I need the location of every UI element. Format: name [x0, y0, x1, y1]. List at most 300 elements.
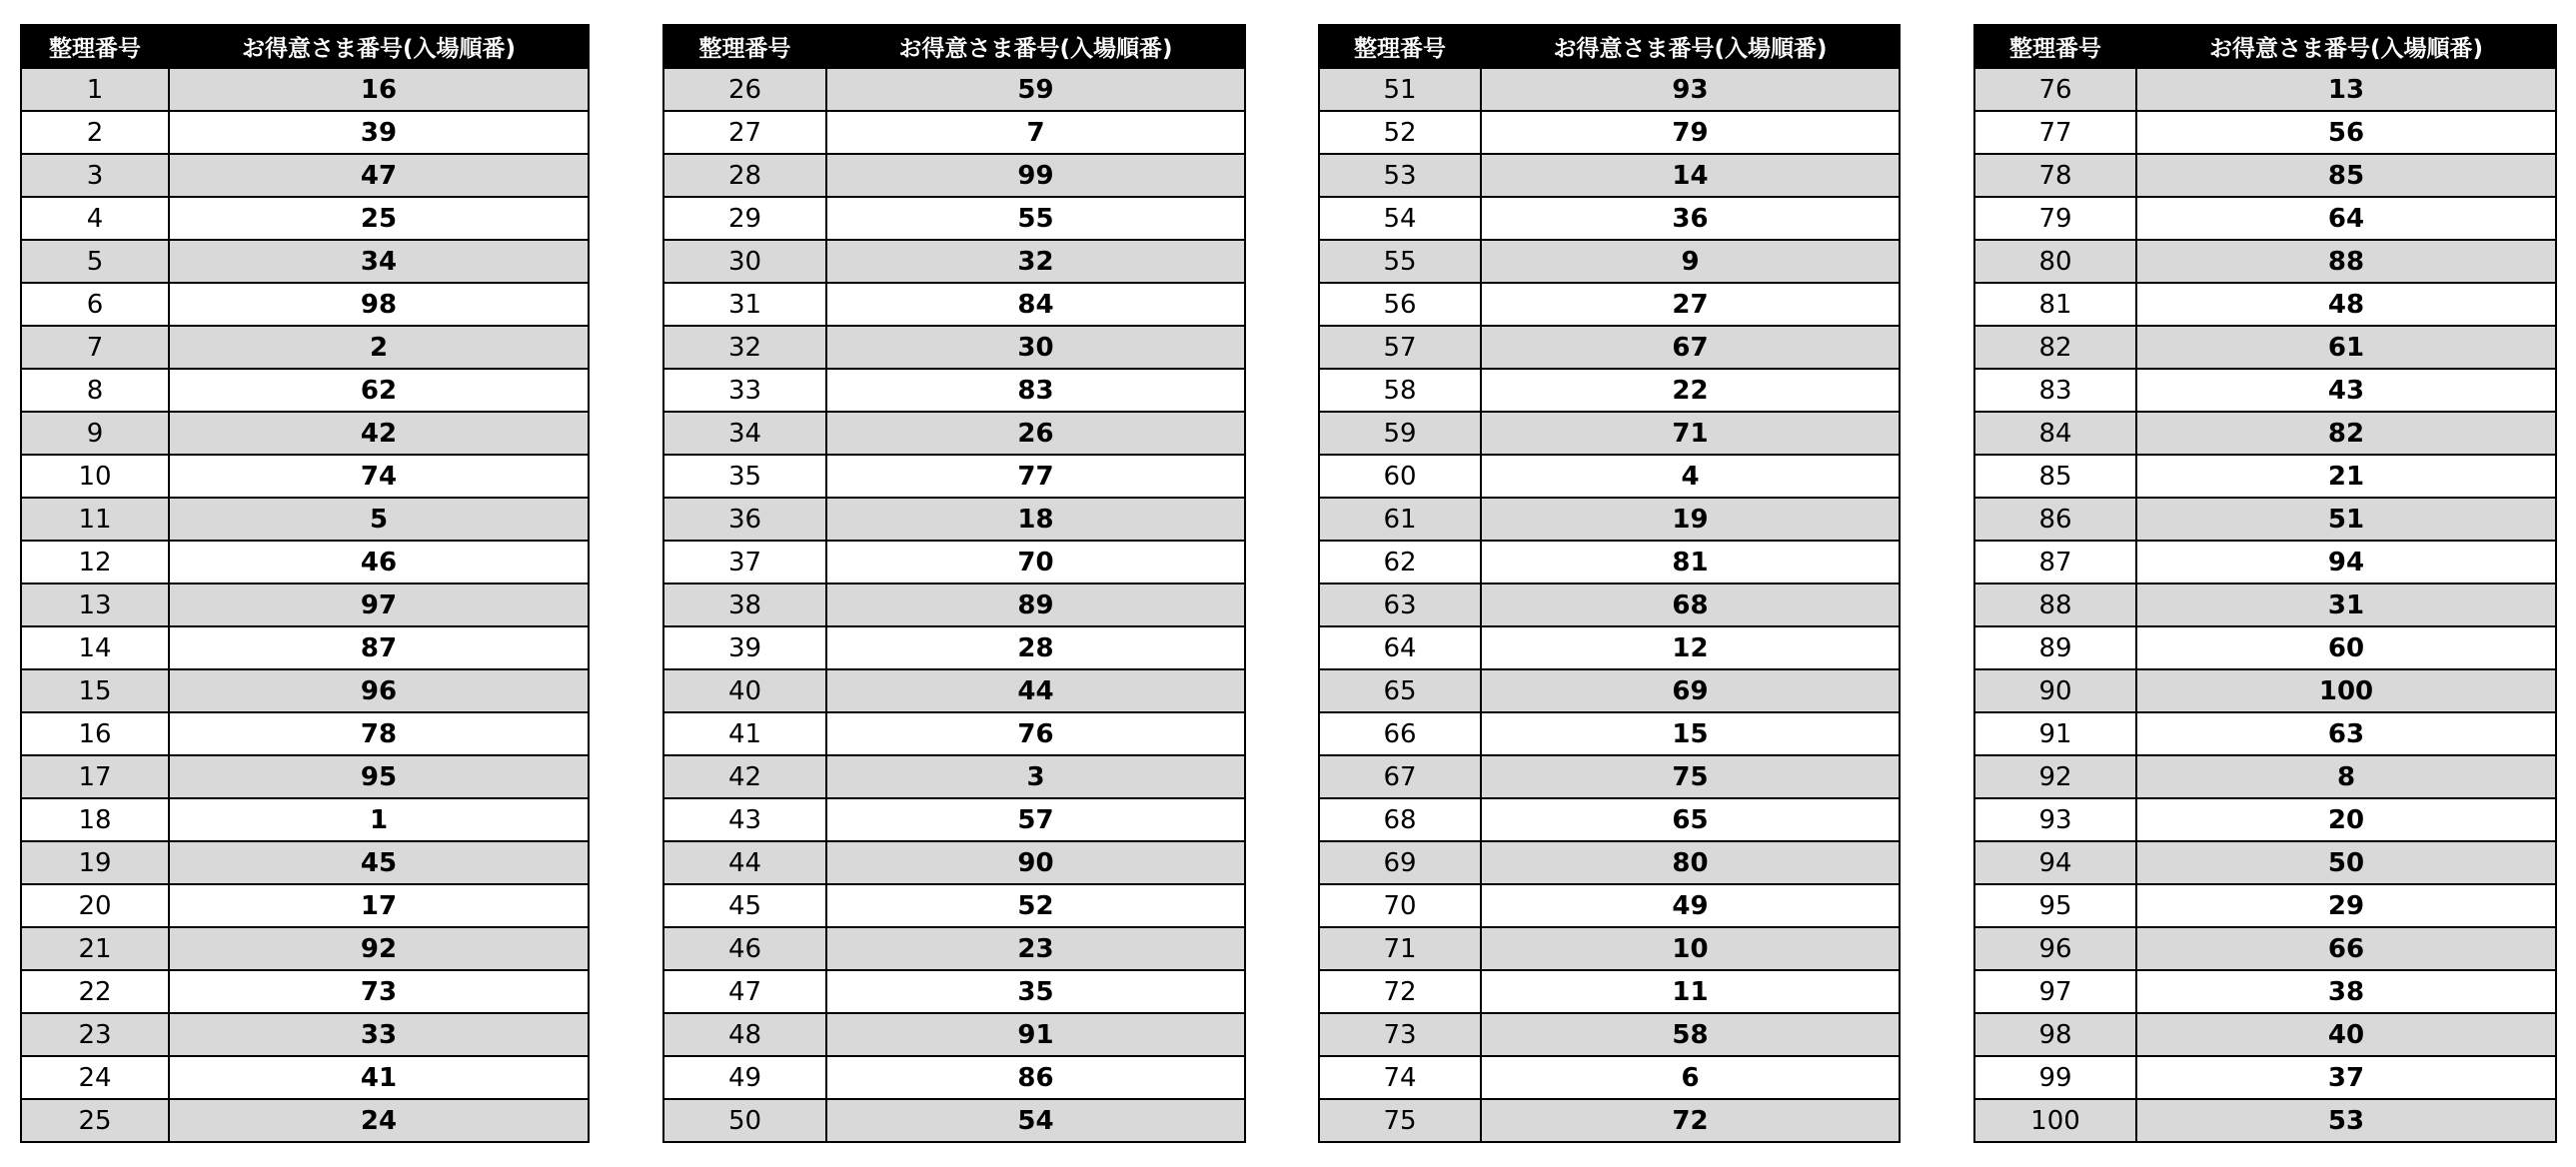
table-row: [21, 626, 589, 669]
seiri-number-cell: 70: [1319, 884, 1481, 927]
table-row: [663, 884, 1245, 927]
seiri-number-cell: 18: [21, 798, 169, 841]
seiri-number-cell: 32: [663, 326, 826, 369]
customer-number-cell: 71: [1481, 412, 1900, 455]
table-row: [21, 498, 589, 541]
table-row: [663, 755, 1245, 798]
customer-number-cell: 73: [169, 970, 589, 1013]
seiri-number-cell: 60: [1319, 455, 1481, 498]
table-row: [1319, 1099, 1900, 1142]
seiri-number-cell: 31: [663, 283, 826, 326]
customer-number-cell: 12: [1481, 626, 1900, 669]
table-row: [663, 369, 1245, 412]
table-row: [21, 1056, 589, 1099]
customer-number-cell: 6: [1481, 1056, 1900, 1099]
table-row: [663, 798, 1245, 841]
customer-number-cell: 100: [2136, 669, 2556, 712]
seiri-number-cell: 41: [663, 712, 826, 755]
number-table-3: [1318, 24, 1901, 1143]
seiri-number-cell: 37: [663, 541, 826, 584]
customer-number-cell: 42: [169, 412, 589, 455]
table-row: [1974, 755, 2556, 798]
customer-number-cell: 49: [1481, 884, 1900, 927]
table-row: [1974, 712, 2556, 755]
seiri-number-cell: 91: [1974, 712, 2136, 755]
table-row: [663, 498, 1245, 541]
table-row: [1974, 326, 2556, 369]
seiri-number-cell: 48: [663, 1013, 826, 1056]
table-row: [1319, 798, 1900, 841]
customer-number-cell: 86: [826, 1056, 1245, 1099]
header-row: [663, 25, 1245, 68]
table-row: [21, 669, 589, 712]
table-row: [21, 798, 589, 841]
table-row: [21, 326, 589, 369]
customer-number-cell: 63: [2136, 712, 2556, 755]
seiri-number-cell: 86: [1974, 498, 2136, 541]
customer-number-cell: 74: [169, 455, 589, 498]
table-row: [21, 712, 589, 755]
table-row: [1319, 927, 1900, 970]
seiri-number-cell: 69: [1319, 841, 1481, 884]
seiri-number-cell: 84: [1974, 412, 2136, 455]
seiri-number-cell: 10: [21, 455, 169, 498]
table-row: [1319, 626, 1900, 669]
seiri-number-cell: 27: [663, 111, 826, 154]
table-row: [21, 970, 589, 1013]
header-row: [1319, 25, 1900, 68]
customer-number-cell: 72: [1481, 1099, 1900, 1142]
number-table-1: [20, 24, 590, 1143]
seiri-number-cell: 51: [1319, 68, 1481, 111]
customer-number-cell: 8: [2136, 755, 2556, 798]
table-row: [663, 111, 1245, 154]
table-row: [1319, 240, 1900, 283]
table-row: [1974, 1099, 2556, 1142]
seiri-number-cell: 44: [663, 841, 826, 884]
customer-number-cell: 59: [826, 68, 1245, 111]
seiri-number-cell: 80: [1974, 240, 2136, 283]
seiri-number-cell: 99: [1974, 1056, 2136, 1099]
customer-number-cell: 92: [169, 927, 589, 970]
seiri-number-cell: 78: [1974, 154, 2136, 197]
seiri-number-cell: 56: [1319, 283, 1481, 326]
header-customer-number: お得意さま番号(入場順番): [1481, 25, 1900, 68]
table-row: [1319, 111, 1900, 154]
seiri-number-cell: 45: [663, 884, 826, 927]
customer-number-cell: 97: [169, 584, 589, 626]
customer-number-cell: 29: [2136, 884, 2556, 927]
customer-number-cell: 85: [2136, 154, 2556, 197]
customer-number-cell: 83: [826, 369, 1245, 412]
table-row: [663, 455, 1245, 498]
seiri-number-cell: 68: [1319, 798, 1481, 841]
customer-number-cell: 60: [2136, 626, 2556, 669]
table-row: [1974, 498, 2556, 541]
table-row: [1319, 455, 1900, 498]
table-row: [21, 541, 589, 584]
customer-number-cell: 37: [2136, 1056, 2556, 1099]
table-row: [1974, 927, 2556, 970]
seiri-number-cell: 95: [1974, 884, 2136, 927]
seiri-number-cell: 90: [1974, 669, 2136, 712]
table-row: [1319, 584, 1900, 626]
seiri-number-cell: 11: [21, 498, 169, 541]
customer-number-cell: 69: [1481, 669, 1900, 712]
table-row: [1974, 283, 2556, 326]
seiri-number-cell: 29: [663, 197, 826, 240]
seiri-number-cell: 66: [1319, 712, 1481, 755]
customer-number-cell: 81: [1481, 541, 1900, 584]
table-row: [1319, 755, 1900, 798]
table-row: [1319, 326, 1900, 369]
seiri-number-cell: 100: [1974, 1099, 2136, 1142]
customer-number-cell: 16: [169, 68, 589, 111]
table-row: [1319, 283, 1900, 326]
customer-number-cell: 66: [2136, 927, 2556, 970]
seiri-number-cell: 23: [21, 1013, 169, 1056]
table-row: [1974, 68, 2556, 111]
customer-number-cell: 31: [2136, 584, 2556, 626]
seiri-number-cell: 83: [1974, 369, 2136, 412]
customer-number-cell: 56: [2136, 111, 2556, 154]
table-row: [1319, 154, 1900, 197]
header-seiri-number: 整理番号: [663, 25, 826, 68]
seiri-number-cell: 4: [21, 197, 169, 240]
seiri-number-cell: 34: [663, 412, 826, 455]
table-row: [1974, 669, 2556, 712]
table-row: [1974, 154, 2556, 197]
table-row: [21, 927, 589, 970]
customer-number-cell: 76: [826, 712, 1245, 755]
customer-number-cell: 17: [169, 884, 589, 927]
table-row: [663, 712, 1245, 755]
customer-number-cell: 53: [2136, 1099, 2556, 1142]
seiri-number-cell: 49: [663, 1056, 826, 1099]
customer-number-cell: 98: [169, 283, 589, 326]
customer-number-cell: 65: [1481, 798, 1900, 841]
table-row: [663, 240, 1245, 283]
table-row: [21, 154, 589, 197]
customer-number-cell: 96: [169, 669, 589, 712]
seiri-number-cell: 26: [663, 68, 826, 111]
customer-number-cell: 77: [826, 455, 1245, 498]
table-row: [1974, 455, 2556, 498]
customer-number-cell: 95: [169, 755, 589, 798]
seiri-number-cell: 75: [1319, 1099, 1481, 1142]
customer-number-cell: 82: [2136, 412, 2556, 455]
seiri-number-cell: 14: [21, 626, 169, 669]
table-row: [1319, 970, 1900, 1013]
customer-number-cell: 57: [826, 798, 1245, 841]
table-row: [21, 1013, 589, 1056]
seiri-number-cell: 52: [1319, 111, 1481, 154]
table-row: [21, 584, 589, 626]
customer-number-cell: 50: [2136, 841, 2556, 884]
seiri-number-cell: 89: [1974, 626, 2136, 669]
customer-number-cell: 23: [826, 927, 1245, 970]
customer-number-cell: 14: [1481, 154, 1900, 197]
header-row: [21, 25, 589, 68]
table-row: [663, 1056, 1245, 1099]
customer-number-cell: 15: [1481, 712, 1900, 755]
table-row: [1974, 798, 2556, 841]
seiri-number-cell: 77: [1974, 111, 2136, 154]
customer-number-cell: 20: [2136, 798, 2556, 841]
table-row: [663, 927, 1245, 970]
customer-number-cell: 19: [1481, 498, 1900, 541]
table-row: [663, 1099, 1245, 1142]
customer-number-cell: 22: [1481, 369, 1900, 412]
table-row: [1974, 884, 2556, 927]
table-row: [663, 669, 1245, 712]
customer-number-cell: 21: [2136, 455, 2556, 498]
seiri-number-cell: 81: [1974, 283, 2136, 326]
table-row: [21, 111, 589, 154]
table-row: [1319, 197, 1900, 240]
table-row: [21, 197, 589, 240]
table-row: [1974, 541, 2556, 584]
seiri-number-cell: 13: [21, 584, 169, 626]
seiri-number-cell: 61: [1319, 498, 1481, 541]
table-row: [1974, 369, 2556, 412]
table-row: [663, 626, 1245, 669]
customer-number-cell: 18: [826, 498, 1245, 541]
seiri-number-cell: 53: [1319, 154, 1481, 197]
seiri-number-cell: 67: [1319, 755, 1481, 798]
customer-number-cell: 41: [169, 1056, 589, 1099]
table-row: [1974, 1056, 2556, 1099]
customer-number-cell: 51: [2136, 498, 2556, 541]
table-row: [1319, 68, 1900, 111]
table-row: [1974, 584, 2556, 626]
seiri-number-cell: 24: [21, 1056, 169, 1099]
seiri-number-cell: 88: [1974, 584, 2136, 626]
customer-number-cell: 4: [1481, 455, 1900, 498]
seiri-number-cell: 28: [663, 154, 826, 197]
table-row: [663, 283, 1245, 326]
table-row: [1319, 541, 1900, 584]
seiri-number-cell: 63: [1319, 584, 1481, 626]
customer-number-cell: 43: [2136, 369, 2556, 412]
seiri-number-cell: 25: [21, 1099, 169, 1142]
customer-number-cell: 25: [169, 197, 589, 240]
customer-number-cell: 75: [1481, 755, 1900, 798]
seiri-number-cell: 97: [1974, 970, 2136, 1013]
customer-number-cell: 44: [826, 669, 1245, 712]
table-row: [21, 755, 589, 798]
customer-number-cell: 89: [826, 584, 1245, 626]
number-table-4: [1973, 24, 2557, 1143]
table-row: [21, 369, 589, 412]
customer-number-cell: 30: [826, 326, 1245, 369]
seiri-number-cell: 47: [663, 970, 826, 1013]
customer-number-cell: 94: [2136, 541, 2556, 584]
seiri-number-cell: 43: [663, 798, 826, 841]
seiri-number-cell: 93: [1974, 798, 2136, 841]
seiri-number-cell: 65: [1319, 669, 1481, 712]
seiri-number-cell: 54: [1319, 197, 1481, 240]
customer-number-cell: 7: [826, 111, 1245, 154]
table-row: [1974, 970, 2556, 1013]
customer-number-cell: 91: [826, 1013, 1245, 1056]
header-customer-number: お得意さま番号(入場順番): [826, 25, 1245, 68]
table-row: [663, 197, 1245, 240]
seiri-number-cell: 62: [1319, 541, 1481, 584]
customer-number-cell: 54: [826, 1099, 1245, 1142]
customer-number-cell: 3: [826, 755, 1245, 798]
seiri-number-cell: 76: [1974, 68, 2136, 111]
table-row: [663, 1013, 1245, 1056]
seiri-number-cell: 73: [1319, 1013, 1481, 1056]
customer-number-cell: 90: [826, 841, 1245, 884]
customer-number-cell: 62: [169, 369, 589, 412]
customer-number-cell: 2: [169, 326, 589, 369]
customer-number-cell: 87: [169, 626, 589, 669]
table-row: [1974, 1013, 2556, 1056]
seiri-number-cell: 46: [663, 927, 826, 970]
seiri-number-cell: 92: [1974, 755, 2136, 798]
customer-number-cell: 88: [2136, 240, 2556, 283]
table-row: [21, 412, 589, 455]
seiri-number-cell: 57: [1319, 326, 1481, 369]
table-row: [1974, 197, 2556, 240]
seiri-number-cell: 21: [21, 927, 169, 970]
seiri-number-cell: 16: [21, 712, 169, 755]
header-customer-number: お得意さま番号(入場順番): [2136, 25, 2556, 68]
customer-number-cell: 9: [1481, 240, 1900, 283]
customer-number-cell: 67: [1481, 326, 1900, 369]
seiri-number-cell: 36: [663, 498, 826, 541]
seiri-number-cell: 7: [21, 326, 169, 369]
customer-number-cell: 33: [169, 1013, 589, 1056]
seiri-number-cell: 85: [1974, 455, 2136, 498]
seiri-number-cell: 6: [21, 283, 169, 326]
seiri-number-cell: 79: [1974, 197, 2136, 240]
seiri-number-cell: 17: [21, 755, 169, 798]
seiri-number-cell: 74: [1319, 1056, 1481, 1099]
seiri-number-cell: 2: [21, 111, 169, 154]
customer-number-cell: 39: [169, 111, 589, 154]
customer-number-cell: 27: [1481, 283, 1900, 326]
header-seiri-number: 整理番号: [21, 25, 169, 68]
seiri-number-cell: 71: [1319, 927, 1481, 970]
seiri-number-cell: 1: [21, 68, 169, 111]
table-row: [21, 240, 589, 283]
table-row: [663, 68, 1245, 111]
header-seiri-number: 整理番号: [1319, 25, 1481, 68]
customer-number-cell: 45: [169, 841, 589, 884]
table-row: [663, 541, 1245, 584]
customer-number-cell: 46: [169, 541, 589, 584]
seiri-number-cell: 50: [663, 1099, 826, 1142]
table-row: [1319, 1056, 1900, 1099]
customer-number-cell: 34: [169, 240, 589, 283]
seiri-number-cell: 82: [1974, 326, 2136, 369]
customer-number-cell: 35: [826, 970, 1245, 1013]
seiri-number-cell: 15: [21, 669, 169, 712]
customer-number-cell: 78: [169, 712, 589, 755]
table-row: [663, 326, 1245, 369]
table-row: [663, 970, 1245, 1013]
header-row: [1974, 25, 2556, 68]
seiri-number-cell: 3: [21, 154, 169, 197]
customer-number-cell: 52: [826, 884, 1245, 927]
table-row: [1319, 1013, 1900, 1056]
seiri-number-cell: 96: [1974, 927, 2136, 970]
table-row: [1974, 111, 2556, 154]
customer-number-cell: 10: [1481, 927, 1900, 970]
table-row: [1974, 841, 2556, 884]
seiri-number-cell: 35: [663, 455, 826, 498]
seiri-number-cell: 38: [663, 584, 826, 626]
seiri-number-cell: 87: [1974, 541, 2136, 584]
table-row: [1319, 412, 1900, 455]
customer-number-cell: 36: [1481, 197, 1900, 240]
seiri-number-cell: 42: [663, 755, 826, 798]
seiri-number-cell: 19: [21, 841, 169, 884]
table-row: [21, 283, 589, 326]
customer-number-cell: 93: [1481, 68, 1900, 111]
table-row: [1319, 369, 1900, 412]
customer-number-cell: 79: [1481, 111, 1900, 154]
table-row: [1319, 841, 1900, 884]
seiri-number-cell: 33: [663, 369, 826, 412]
table-row: [21, 884, 589, 927]
seiri-number-cell: 55: [1319, 240, 1481, 283]
customer-number-cell: 13: [2136, 68, 2556, 111]
customer-number-cell: 32: [826, 240, 1245, 283]
seiri-number-cell: 72: [1319, 970, 1481, 1013]
customer-number-cell: 1: [169, 798, 589, 841]
seiri-number-cell: 12: [21, 541, 169, 584]
seiri-number-cell: 8: [21, 369, 169, 412]
seiri-number-cell: 9: [21, 412, 169, 455]
header-seiri-number: 整理番号: [1974, 25, 2136, 68]
customer-number-cell: 64: [2136, 197, 2556, 240]
table-row: [1319, 884, 1900, 927]
customer-number-cell: 11: [1481, 970, 1900, 1013]
table-row: [21, 68, 589, 111]
table-row: [21, 455, 589, 498]
customer-number-cell: 38: [2136, 970, 2556, 1013]
table-row: [1974, 412, 2556, 455]
table-row: [663, 841, 1245, 884]
seiri-number-cell: 5: [21, 240, 169, 283]
table-row: [1319, 669, 1900, 712]
customer-number-cell: 61: [2136, 326, 2556, 369]
seiri-number-cell: 22: [21, 970, 169, 1013]
seiri-number-cell: 98: [1974, 1013, 2136, 1056]
customer-number-cell: 84: [826, 283, 1245, 326]
seiri-number-cell: 94: [1974, 841, 2136, 884]
seiri-number-cell: 40: [663, 669, 826, 712]
seiri-number-cell: 20: [21, 884, 169, 927]
customer-number-cell: 47: [169, 154, 589, 197]
number-table-2: [662, 24, 1246, 1143]
customer-number-cell: 68: [1481, 584, 1900, 626]
table-row: [1319, 712, 1900, 755]
table-row: [1974, 240, 2556, 283]
customer-number-cell: 99: [826, 154, 1245, 197]
customer-number-cell: 24: [169, 1099, 589, 1142]
seiri-number-cell: 64: [1319, 626, 1481, 669]
table-row: [1319, 498, 1900, 541]
customer-number-cell: 55: [826, 197, 1245, 240]
table-row: [663, 584, 1245, 626]
table-row: [663, 154, 1245, 197]
seiri-number-cell: 39: [663, 626, 826, 669]
